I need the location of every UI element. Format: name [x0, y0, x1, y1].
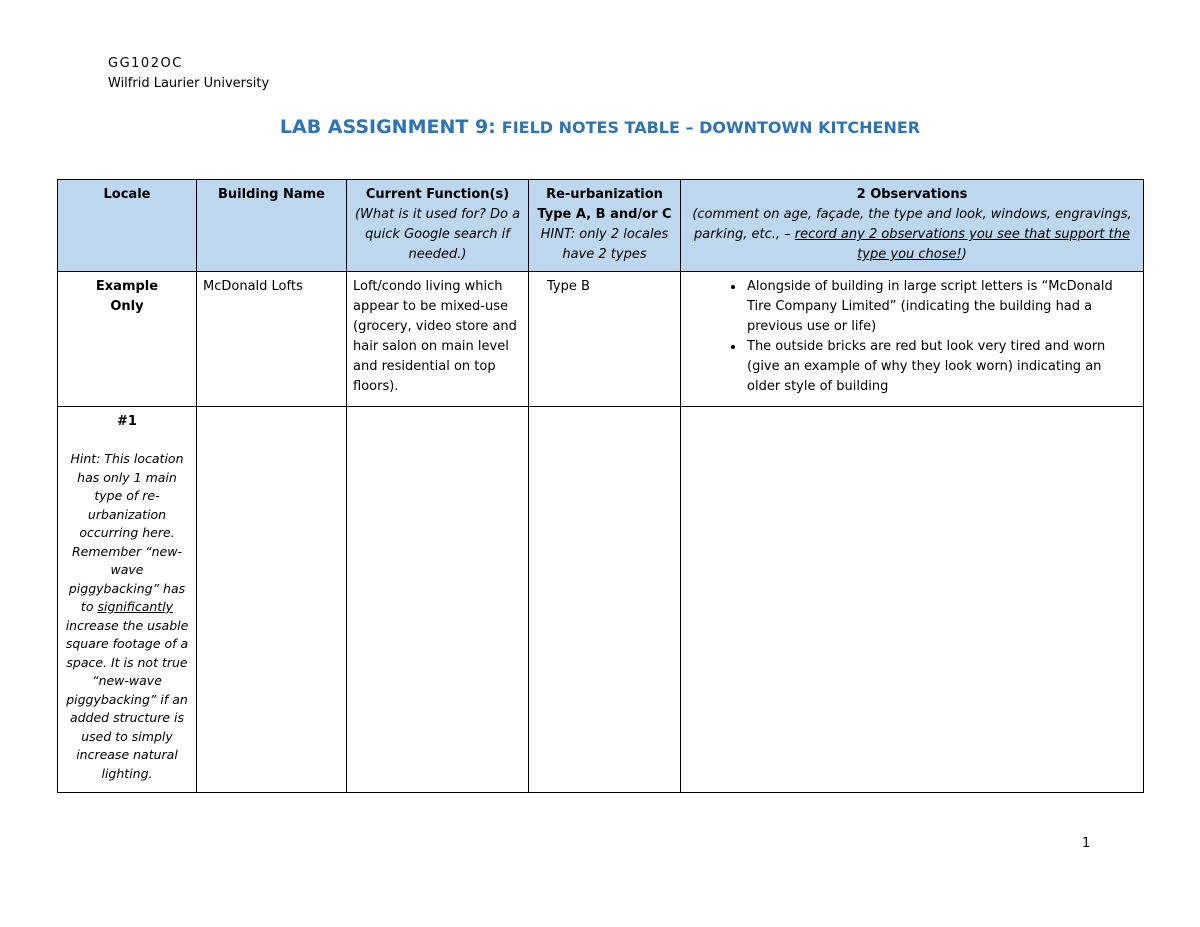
observations-list: [687, 277, 1137, 397]
title-sub: FIELD NOTES TABLE – DOWNTOWN KITCHENER: [501, 118, 921, 137]
header-observations: 2 Observations (comment on age, façade, the type and look, windows, engravings, parking, etc., – record any 2 observations you see that support the type you chose!): [681, 180, 1144, 272]
locale-1-label: #1: [117, 414, 137, 429]
page-number: 1: [1082, 836, 1091, 851]
observation-item: • The outside bricks are red but look very tired and worn (give an example of why they look worn) indicating an older style of building: [745, 337, 1137, 397]
reurbanization-types: Type A, B and/or C: [537, 207, 672, 222]
example-row: [58, 272, 1144, 407]
locale-1-building-name-cell[interactable]: [197, 407, 347, 793]
example-current-function-cell[interactable]: Loft/condo living which appear to be mixed-use (grocery, video store and hair salon on main level and residential on top floors).: [347, 272, 529, 407]
current-function-note: (What is it used for? Do a quick Google search if needed.): [354, 207, 521, 262]
table-header-row: [58, 180, 1144, 272]
header-locale: Locale: [58, 180, 197, 272]
example-building-name-cell[interactable]: McDonald Lofts: [197, 272, 347, 407]
locale-1-current-function-cell[interactable]: [347, 407, 529, 793]
locale-1-hint: Hint: This location has only 1 main type of re-urbanization occurring here. Remember “new-wave piggybacking” has to significantly increase the usable square footage of a space. It is not true “new-wave piggybacking” if an added structure is used to simply increase natural lighting.: [65, 451, 189, 781]
document-title: [0, 116, 1200, 138]
locale-1-row: [58, 407, 1144, 793]
header-building-name: Building Name: [197, 180, 347, 272]
header-reurbanization: Re-urbanization Type A, B and/or C HINT: only 2 locales have 2 types: [529, 180, 681, 272]
observation-item: • Alongside of building in large script letters is “McDonald Tire Company Limited” (indicating the building had a previous use or life): [745, 277, 1137, 337]
locale-1-reurbanization-cell[interactable]: [529, 407, 681, 793]
locale-1-observations-cell[interactable]: [681, 407, 1144, 793]
university-name: Wilfrid Laurier University: [108, 76, 270, 91]
example-locale-cell: Example Only: [58, 272, 197, 407]
example-reurbanization-cell[interactable]: Type B: [529, 272, 681, 407]
observations-note: (comment on age, façade, the type and look, windows, engravings, parking, etc., – record any 2 observations you see that support the type you chose!): [692, 207, 1132, 262]
example-observations-cell[interactable]: [681, 272, 1144, 407]
field-notes-table: [57, 179, 1144, 793]
course-code: GG102OC: [108, 56, 183, 71]
header-current-function: Current Function(s) (What is it used for? Do a quick Google search if needed.): [347, 180, 529, 272]
reurbanization-hint: HINT: only 2 locales have 2 types: [540, 227, 669, 262]
locale-1-cell: [58, 407, 197, 793]
title-main: LAB ASSIGNMENT 9:: [279, 116, 496, 138]
